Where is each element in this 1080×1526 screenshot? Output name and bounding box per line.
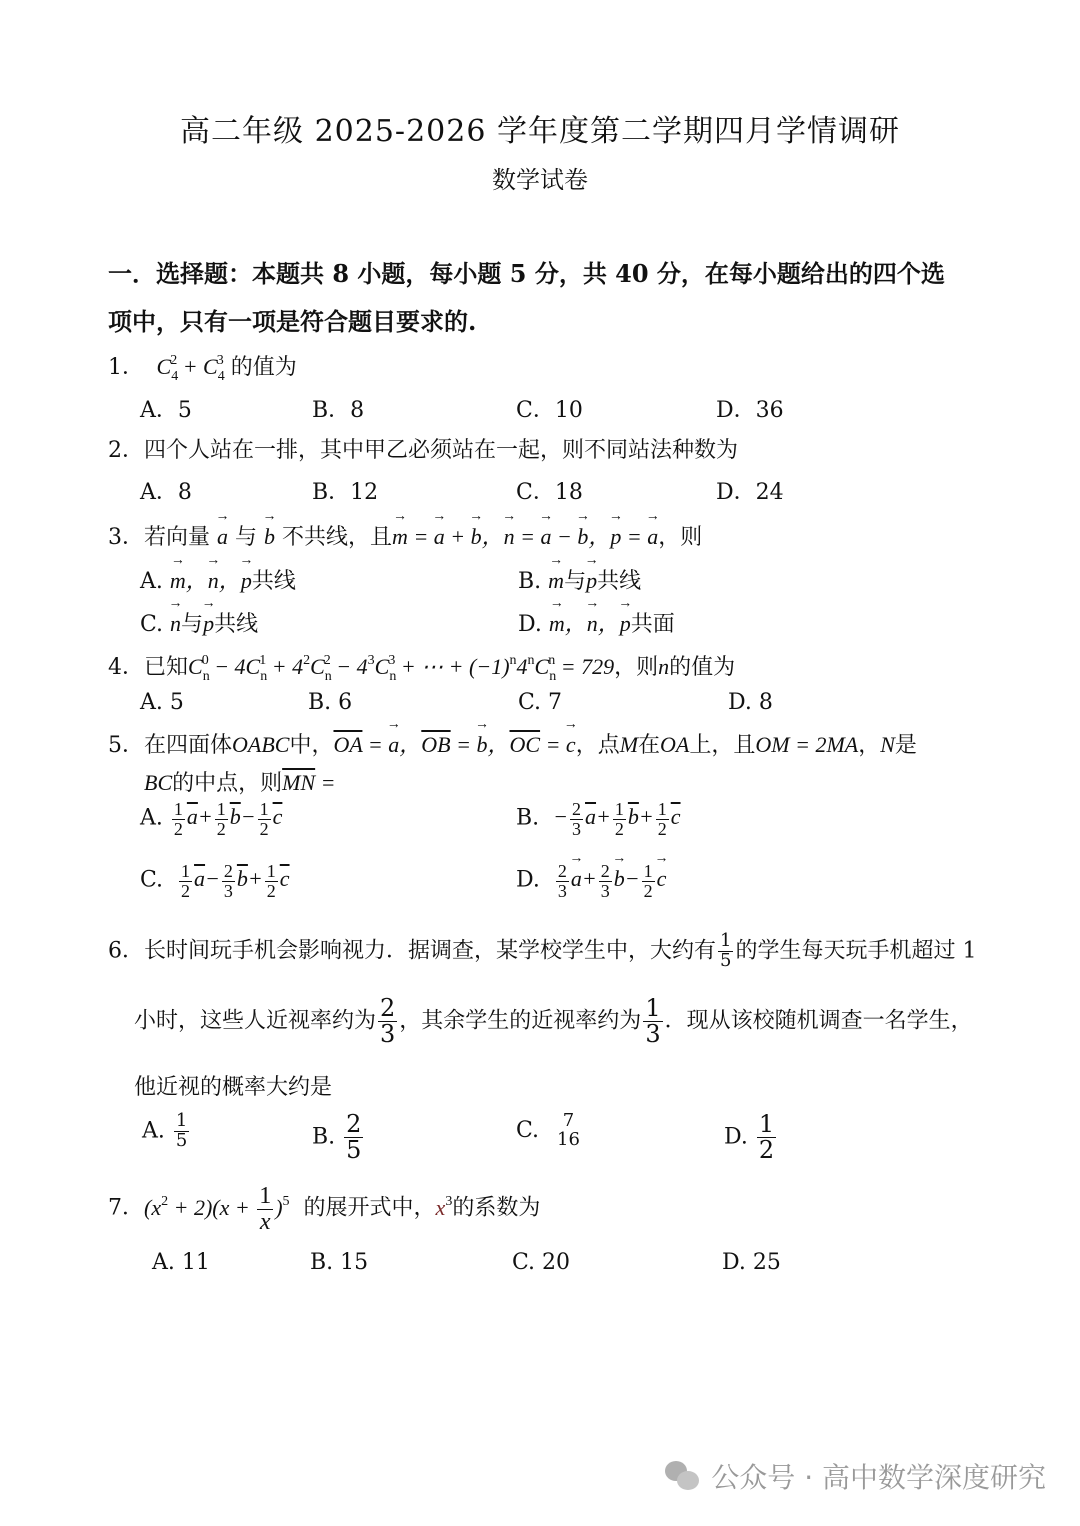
- q1-number: 1．: [108, 355, 144, 380]
- q6-option-b: B. $\frac{2}{5}$: [312, 1110, 362, 1165]
- q3-option-c: C. → n与→ p共线: [140, 607, 258, 638]
- q4-option-b: B. 6: [308, 690, 353, 715]
- q4-option-c: C. 7: [518, 690, 563, 715]
- q7-formula: $(x^2 + 2)(x$ + $\frac{1}{x}$ )$^5$: [144, 1183, 290, 1236]
- q5-option-c: C. $\frac{1}{2}$ $\overline{a}-$ $\frac{2}{3}$ $\overline{b}+$ $\frac{1}{2}$ $\overline{c}$: [140, 861, 290, 901]
- q6-option-d: D. $\frac{1}{2}$: [724, 1110, 775, 1165]
- q2-option-c: C．18: [516, 480, 583, 505]
- question-6-line3: 他近视的概率大约是: [134, 1075, 333, 1100]
- question-5-line2: BC的中点，则$\overline{MN}$ =: [144, 770, 336, 796]
- q5-option-b: B. − $\frac{2}{3}$ $\overline{a}+$ $\frac{1}{2}$ $\overline{b}+$ $\frac{1}{2}$ $\overline{c}$: [516, 799, 681, 839]
- q1-formula: $C_4^2 + C_4^3$: [151, 353, 225, 384]
- exam-subtitle: 数学试卷: [492, 166, 588, 194]
- q2-option-d: D．24: [716, 480, 784, 505]
- section-heading-line1: 一．选择题：本题共 8 小题，每小题 5 分，共 40 分，在每小题给出的四个选: [108, 259, 945, 288]
- q7-option-a: A. 11: [152, 1250, 210, 1275]
- q5-option-a: A. $\frac{1}{2}$ $\overline{a}+$ $\frac{1}{2}$ $\overline{b}-$ $\frac{1}{2}$ $\overline{c}$: [140, 799, 283, 839]
- q7-option-d: D. 25: [722, 1250, 781, 1275]
- watermark-text: 公众号 · 高中数学深度研究: [711, 1461, 1046, 1494]
- question-4: 4．已知$C_n^0 - 4C_n^1 + 4^2C_n^2 - 4^3C_n^3$ + ⋯ + $(-1)^n4^nC_n^n = 729$，则n的值为: [108, 653, 736, 684]
- q1-option-d: D．36: [716, 398, 784, 423]
- q4-formula: $C_n^0 - 4C_n^1 + 4^2C_n^2 - 4^3C_n^3$ + ⋯ + $(-1)^n4^nC_n^n = 729$: [188, 653, 615, 684]
- watermark: [665, 1456, 1046, 1496]
- q3-option-a: A. → m，→ n，→ p共线: [140, 564, 296, 595]
- question-6-line1: 6．长时间玩手机会影响视力．据调查，某学校学生中，大约有 $\frac{1}{5}$ 的学生每天玩手机超过 1: [108, 930, 977, 971]
- exam-title: 高二年级 2025-2026 学年度第二学期四月学情调研: [180, 114, 900, 149]
- question-2: 2．四个人站在一排，其中甲乙必须站在一起，则不同站法种数为: [108, 438, 738, 463]
- q1-option-b: B．8: [312, 398, 365, 423]
- question-6-line2: 小时，这些人近视率约为 $\frac{2}{3}$ ，其余学生的近视率约为 $\frac{1}{3}$ ．现从该校随机调查一名学生，: [134, 994, 973, 1049]
- wechat-icon: [665, 1461, 699, 1491]
- q3-condition: → m = → a + → b，→ n = → a − → b，→ p = → a: [392, 524, 658, 549]
- q3-option-d: D. → m，→ n，→ p共面: [518, 607, 675, 638]
- q1-text: 的值为: [230, 355, 297, 380]
- q7-option-c: C. 20: [512, 1250, 571, 1275]
- q6-option-c: C. 7 16: [516, 1110, 580, 1150]
- q3-option-b: B. → m与→ p共线: [518, 564, 641, 595]
- q4-option-d: D. 8: [728, 690, 773, 715]
- q4-option-a: A. 5: [140, 690, 184, 715]
- q2-option-a: A．8: [140, 480, 192, 505]
- section-heading-line2: 项中，只有一项是符合题目要求的.: [108, 307, 477, 336]
- question-5: 5．在四面体OABC中，$\overline{OA}$ = → a，$\overline{OB}$ = → b，$\overline{OC}$ = → c，点M在OA上，且OM = 2MA，N是: [108, 728, 917, 759]
- question-3: 3．若向量 → a 与 → b 不共线，且→ m = → a + → b，→ n = → a − → b，→ p = → a，则: [108, 520, 702, 551]
- q1-option-c: C．10: [516, 398, 583, 423]
- q7-option-b: B. 15: [310, 1250, 369, 1275]
- q2-option-b: B．12: [312, 480, 379, 505]
- question-7: 7．$(x^2 + 2)(x$ + $\frac{1}{x}$ )$^5$ 的展开式中，$x^3$的系数为: [108, 1183, 541, 1236]
- question-1: [108, 350, 297, 385]
- q1-option-a: A．5: [140, 398, 192, 423]
- q5-option-d: D. $\frac{2}{3}$ → a+ $\frac{2}{3}$ → b− $\frac{1}{2}$ → c: [516, 862, 666, 901]
- q6-option-a: A. $\frac{1}{5}$: [142, 1110, 188, 1151]
